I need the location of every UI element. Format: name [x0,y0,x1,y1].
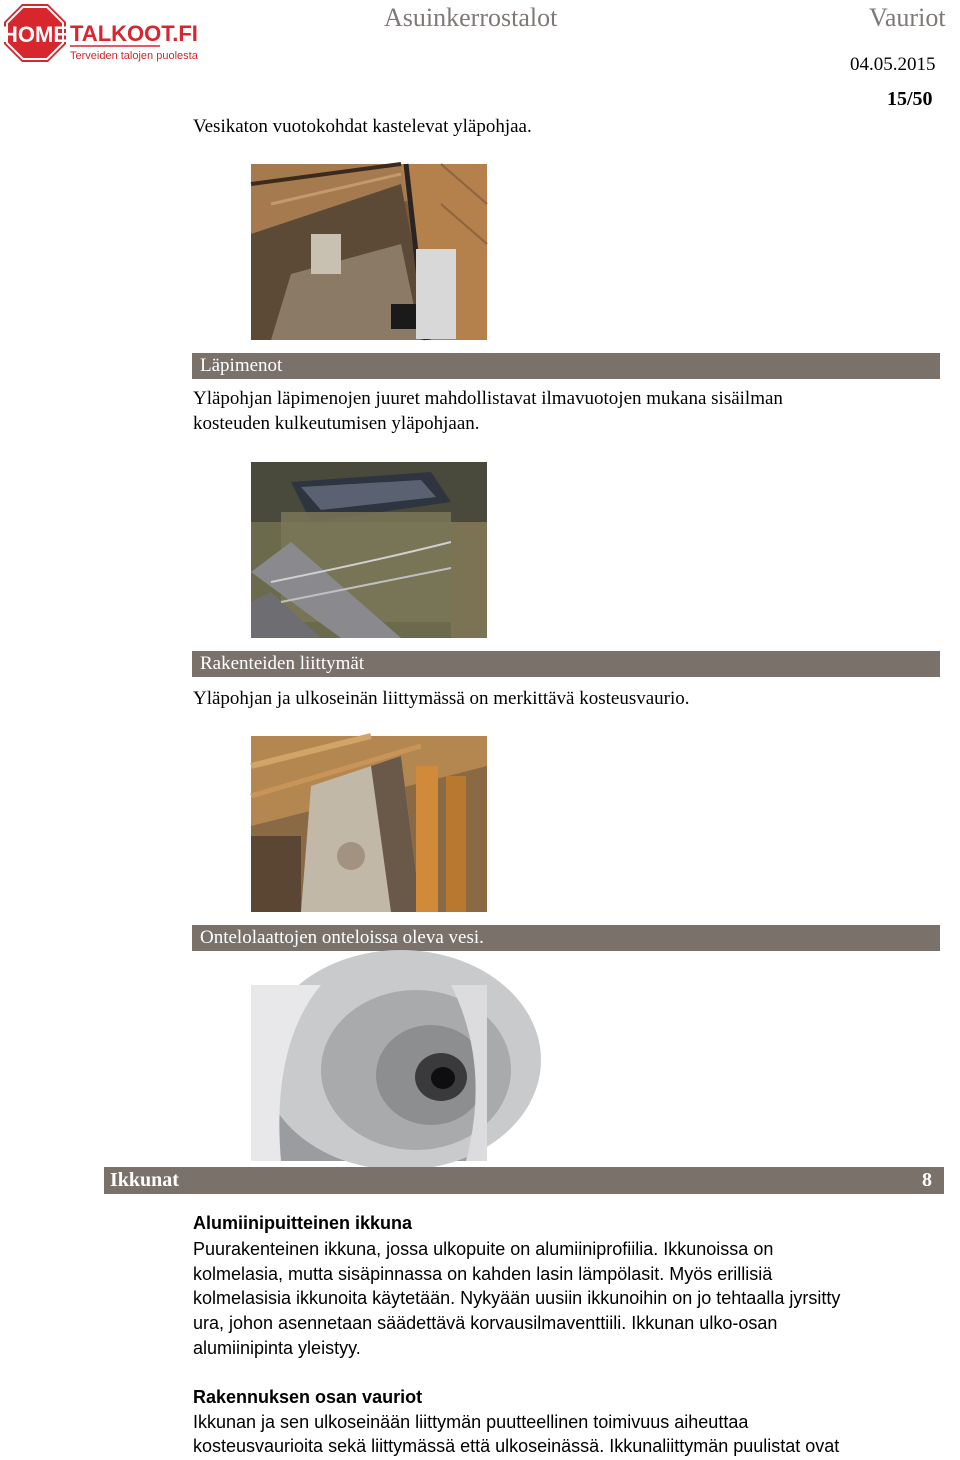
subsection-heading-vauriot: Rakennuksen osan vauriot [193,1387,423,1407]
alumiini-text-line-1: Puurakenteinen ikkuna, jossa ulkopuite on alumiiniprofiilia. Ikkunoissa on [193,1239,774,1259]
photo-joint-moisture-damage [251,736,487,912]
vauriot-text-line-2: kosteusvaurioita sekä liittymässä että ulkoseinässä. Ikkunaliittymän puulistat ovat [193,1436,840,1456]
chapter-number: 8 [922,1169,932,1191]
vauriot-text-line-1: Ikkunan ja sen ulkoseinään liittymän puutteellinen toimivuus aiheuttaa [193,1412,749,1432]
alumiini-text-line-2: kolmelasia, mutta sisäpinnassa on kahden lasin lämpölasit. Myös erillisiä [193,1264,773,1284]
section-bar-ontelolaatat: Ontelolaattojen onteloissa oleva vesi. [192,925,940,951]
liittymat-text-line-1: Yläpohjan ja ulkoseinän liittymässä on merkittävä kosteusvaurio. [193,688,690,709]
lapimenot-text-line-1: Yläpohjan läpimenojen juuret mahdollistavat ilmavuotojen mukana sisäilman [193,388,783,409]
logo-tagline: Terveiden talojen puolesta [70,50,198,62]
document-date: 04.05.2015 [850,54,936,75]
section-title: Vauriot [869,3,946,32]
alumiini-text-line-3: kolmelasisia ikkunoita käytetään. Nykyään uusiin ikkunoihin on jo tehtaalla jyrsitty [193,1288,841,1308]
document-title: Asuinkerrostalot [384,3,558,32]
photo-hollow-core-water [251,985,487,1161]
logo-talkoot-text: TALKOOT.FI [70,21,198,46]
photo-pipe-penetration [251,462,487,638]
lapimenot-text-line-2: kosteuden kulkeutumisen yläpohjaan. [193,413,480,434]
intro-text: Vesikaton vuotokohdat kastelevat yläpohjaa. [193,116,532,137]
alumiini-text-line-5: alumiinipinta yleistyy. [193,1338,361,1358]
section-bar-rakenteiden-liittymat: Rakenteiden liittymät [192,651,940,677]
hometalkoot-logo [2,2,198,64]
photo-attic-roof [251,164,487,340]
section-bar-lapimenot: Läpimenot [192,353,940,379]
logo-home-text: HOME [2,22,68,47]
subsection-heading-alumiinipuitteinen: Alumiinipuitteinen ikkuna [193,1213,413,1233]
alumiini-text-line-4: ura, johon asennetaan säädettävä korvausilmaventtiili. Ikkunan ulko-osan [193,1313,778,1333]
page-number: 15/50 [887,88,933,110]
chapter-bar-ikkunat [104,1167,944,1194]
chapter-title: Ikkunat [110,1169,179,1191]
